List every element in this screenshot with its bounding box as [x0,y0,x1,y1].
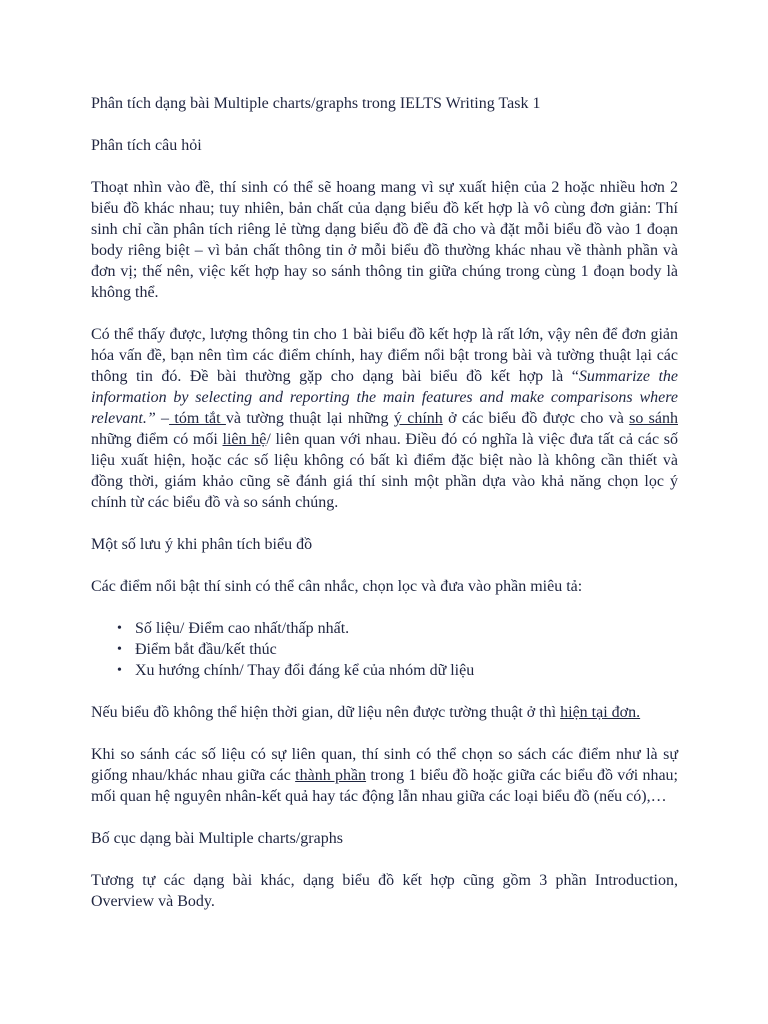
section-heading-structure: Bố cục dạng bài Multiple charts/graphs [91,830,343,847]
paragraph-text: Nếu biểu đồ không thể hiện thời gian, dữ liệu nên được tường thuật ở thì [91,704,561,721]
document-page [91,93,678,933]
list-item: • Xu hướng chính/ Thay đổi đáng kể của nhóm dữ liệu [135,660,678,681]
underlined-term-summarize: tóm tắt [169,410,226,427]
paragraph-text: ở các biểu đồ được cho và [442,410,630,427]
underlined-term-compare: so sánh [629,410,679,427]
quote-close: ” – [146,410,170,427]
underlined-term-relation: liên hệ [222,431,267,448]
paragraph-task-prompt [91,324,678,513]
section-heading-analysis: Phân tích câu hỏi [91,137,202,154]
paragraph-tense [91,702,678,723]
document-title: Phân tích dạng bài Multiple charts/graphs trong IELTS Writing Task 1 [91,95,541,112]
paragraph-text: trong 1 biểu đồ hoặc giữa các biểu đồ với nhau; mối quan hệ nguyên nhân-kết quả hay tác động lẫn nhau giữa các loại biểu đồ (nếu có),… [91,767,679,805]
underlined-term-present-simple: hiện tại đơn. [560,704,641,721]
bullet-list [91,618,678,681]
paragraph-text: Khi so sánh các số liệu có sự liên quan, thí sinh có thể chọn so sách các điểm như là sự giống nhau/khác nhau giữa các [91,746,678,784]
paragraph-text: và tường thuật lại những [225,410,394,427]
notes-intro: Các điểm nổi bật thí sinh có thể cân nhắc, chọn lọc và đưa vào phần miêu tả: [91,578,583,595]
underlined-term-main-points: ý chính [393,410,443,427]
section-heading-notes: Một số lưu ý khi phân tích biểu đồ [91,536,313,553]
prompt-quote: Summarize the information by selecting and reporting the main features and make comparisons where relevant. [91,368,679,427]
paragraph-overview: Thoạt nhìn vào đề, thí sinh có thể sẽ hoang mang vì sự xuất hiện của 2 hoặc nhiều hơn 2 biểu đồ khác nhau; tuy nhiên, bản chất của dạng biểu đồ kết hợp là vô cùng đơn giản: Thí sinh chỉ cần phân tích riêng lẻ từng dạng biểu đồ đề đã cho và đặt mỗi biểu đồ vào 1 đoạn body riêng biệt – vì bản chất thông tin ở mỗi biểu đồ thường khác nhau về thành phần và đơn vị; thế nên, việc kết hợp hay so sánh thông tin giữa chúng trong cùng 1 đoạn body là không thể. [91,179,678,301]
paragraph-comparison [91,744,678,807]
list-item: • Điểm bắt đầu/kết thúc [135,639,678,660]
list-item: • Số liệu/ Điểm cao nhất/thấp nhất. [135,618,678,639]
paragraph-text: những điểm có mối [91,431,223,448]
underlined-term-components: thành phần [295,767,367,784]
paragraph-text: Có thể thấy được, lượng thông tin cho 1 bài biểu đồ kết hợp là rất lớn, vậy nên để đơn giản hóa vấn đề, bạn nên tìm các điểm chính, hay điểm nổi bật trong bài và tường thuật lại các thông tin đó. Đề bài thường gặp cho dạng bài biểu đồ kết hợp là “ [91,326,678,385]
paragraph-text: / liên quan với nhau. Điều đó có nghĩa là việc đưa tất cả các số liệu xuất hiện, hoặc các số liệu không có bất kì điểm đặc biệt nào là không cần thiết và đồng thời, giám khảo cũng sẽ đánh giá thí sinh một phần dựa vào khả năng chọn lọc ý chính từ các biểu đồ và so sánh chúng. [91,431,679,511]
paragraph-structure: Tương tự các dạng bài khác, dạng biểu đồ kết hợp cũng gồm 3 phần Introduction, Overview và Body. [91,872,678,910]
